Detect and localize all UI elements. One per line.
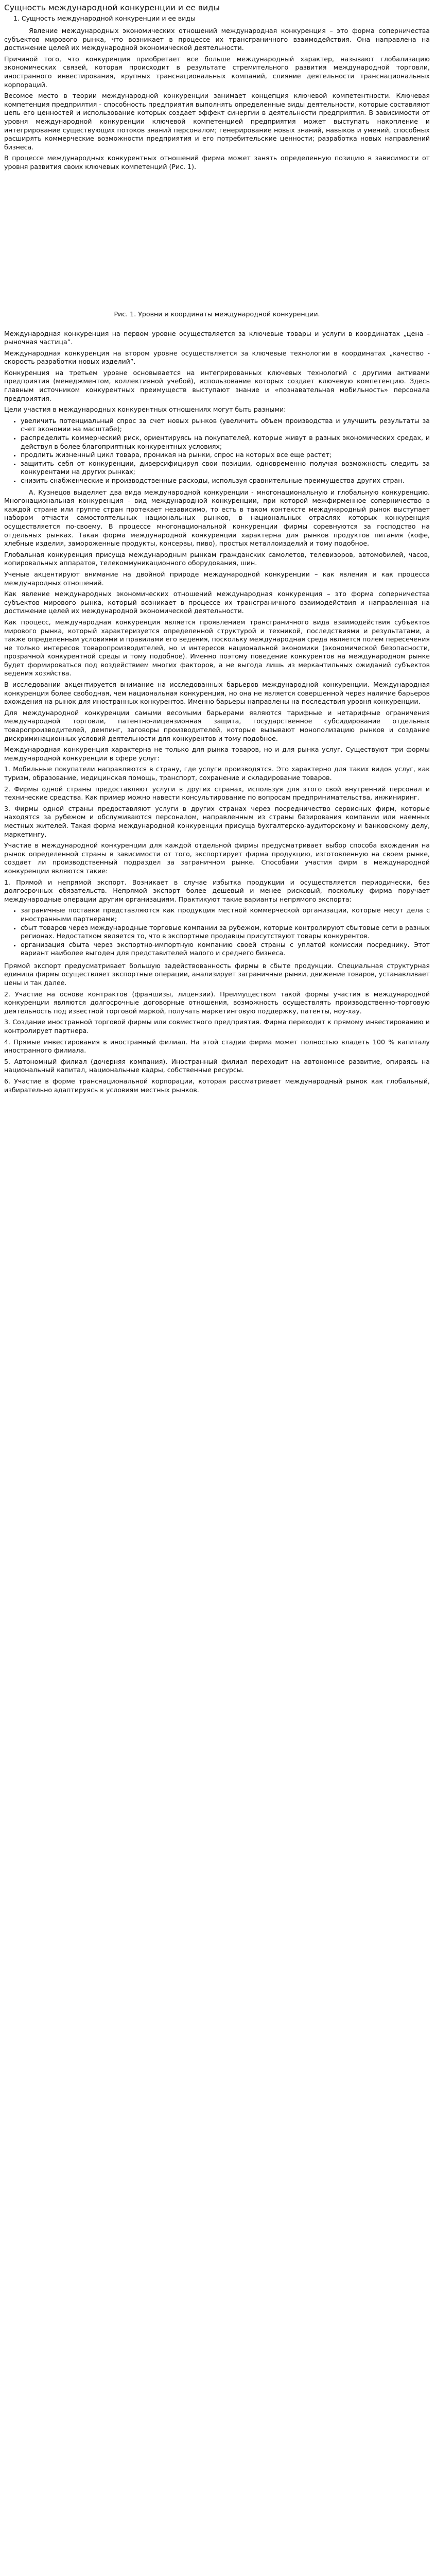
paragraph: Международная конкуренция на втором уровне осуществляется за ключевые технологии в координатах „качество - скорость разработки новых изделий”. [4,349,430,366]
export-variants-list [4,906,430,958]
paragraph: 6. Участие в форме транснациональной корпорации, которая рассматривает международный рынок как глобальный, избирательно адаптируясь к условиям местных рынков. [4,1077,430,1094]
figure-caption: Рис. 1. Уровни и координаты международной конкуренции. [114,310,320,318]
paragraph: Участие в международной конкуренции для каждой отдельной фирмы предусматривает выбор способа вхождения на рынок определенной страны в зависимости от того, экспортирует фирма продукцию, изготовленную на своем рынке, создает ли производственный подраздел за заграничном рынке. Способами участия фирм в международной конкуренции являются такие: [4,841,430,875]
paragraph: 5. Автономный филиал (дочерняя компания). Иностранный филиал переходит на автономное развитие, опираясь на национальный капитал, национальные кадры, собственные ресурсы. [4,1057,430,1074]
paragraph: Цели участия в международных конкурентных отношениях могут быть разными: [4,405,286,414]
paragraph: Как процесс, международная конкуренция является проявлением трансграничного вида взаимодействия субъектов мирового рынка, который характеризуется определенной структурой и техникой, последствиями и результатами, а также определенным условиями и правилами его ведения, поскольку международная среда является полем пересечения не только интересов товаропроизводителей, но и интересов национальной экономики (экономической безопасности, прозрачной конкурентной среды и тому подобное). Именно поэтому поведение конкурентов на международном рынке будет формироваться под воздействием многих факторов, а не выгода лишь из меркантильных ожиданий субъектов ведения хозяйства. [4,618,430,677]
paragraph: 2. Участие на основе контрактов (франшизы, лицензии). Преимуществом такой формы участия в международной конкуренции являются долгосрочные договорные отношения, возможность осуществлять производственно-торговую деятельность под известной торговой маркой, получать маркетинговую поддержку, патенты, ноу-хау. [4,990,430,1015]
paragraph: Ученые акцентируют внимание на двойной природе международной конкуренции – как явления и как процесса международных отношений. [4,570,430,587]
paragraph: 3. Создание иностранной торговой фирмы или совместного предприятия. Фирма переходит к прямому инвестированию и контролирует партнера. [4,1018,430,1035]
goals-list [4,417,430,485]
paragraph: Прямой экспорт предусматривает большую задействованность фирмы в сбыте продукции. Специальная структурная единица фирмы осуществляет экспортные операции, анализирует заграничные рынки, движение товаров, устанавливает цены и так далее. [4,961,430,987]
paragraph: 1. Мобильные покупатели направляются в страну, где услуги производятся. Это характерно для таких видов услуг, как туризм, образование, медицинская помощь, транспорт, сохранение и складирование товаров. [4,765,430,782]
list-item: • снизить снабженческие и производственные расходы, используя сравнительные преимущества других стран. [21,477,430,485]
list-item: • распределить коммерческий риск, ориентируясь на покупателей, которые живут в разных экономических средах, и действуя в более благоприятных конкурентных условиях; [21,434,430,451]
paragraph: Международная конкуренция характерна не только для рынка товаров, но и для рынка услуг. Существуют три формы международной конкуренции в сфере услуг: [4,745,430,762]
paragraph: 2. Фирмы одной страны предоставляют услуги в других странах, используя для этого свой внутренний персонал и технические средства. Как пример можно навести консультирование по вопросам предпринимательства, инжиниринг. [4,785,430,802]
intro-paragraph: Явление международных экономических отношений международная конкуренция – это форма соперничества субъектов мирового рынка, что возникает в процессе их трансграничного взаимодействия. Она направлена на достижение целей их международной экономической деятельности. [4,27,430,52]
list-item: • заграничные поставки представляются как продукция местной коммерческой организации, которые несут дела с иностранными партнерами; [21,906,430,923]
document-title: Сущность международной конкуренции и ее виды [4,3,220,12]
paragraph: В процессе международных конкурентных отношений фирма может занять определенную позицию в зависимости от уровня развития своих ключевых компетенций (Рис. 1). [4,154,430,171]
paragraph: Глобальная конкуренция присуща международным рынкам гражданских самолетов, телевизоров, автомобилей, часов, копировальных аппаратов, телекоммуникационного оборудования, шин. [4,550,430,567]
document-page [0,0,436,1124]
paragraph: 3. Фирмы одной страны предоставляют услуги в других странах через посредничество сервисных фирм, которые находятся за рубежом и обслуживаются персоналом, направленным из страны базирования компании или наемных местных жителей. Такая форма международной конкуренции присуща бухгалтерско-аудиторскому и банковскому делу, маркетингу. [4,804,430,838]
document-subtitle: 1. Сущность международной конкуренции и ее виды [13,14,196,22]
list-item: • организация сбыта через экспортно-импортную компанию своей страны с уплатой комиссии посреднику. Этот вариант наиболее выгоден для представителей малого и среднего бизнеса. [21,941,430,958]
paragraph: 4. Прямые инвестирования в иностранный филиал. На этой стадии фирма может полностью владеть 100 % капиталу иностранного филиала. [4,1038,430,1055]
paragraph: Международная конкуренция на первом уровне осуществляется за ключевые товары и услуги в координатах „цена – рыночная частица”. [4,329,430,346]
paragraph: Как явление международных экономических отношений международная конкуренция – это форма соперничества субъектов мирового рынка, который возникает в процессе их трансграничного взаимодействия и направленная на достижение целей их международной экономической деятельности. [4,590,430,615]
paragraph: Конкуренция на третьем уровне основывается на интегрированных ключевых технологий с другими активами предприятия (менеджментом, коллективной учебой), использование которых создает ключевую компетенцию. Здесь главным источником конкурентных преимуществ выступают знание и «познавательная мобильность» персонала предприятия. [4,368,430,402]
list-item: • продлить жизненный цикл товара, проникая на рынки, спрос на которых все еще растет; [21,451,430,460]
paragraph: А. Кузнецов выделяет два вида международной конкуренции - многонациональную и глобальную конкуренцию. Многонациональная конкуренция - вид международной конкуренции, при которой межфирменное соперничество в каждой стране или группе стран протекает независимо, то есть в таком контексте международный рынок выступает набором отчасти самостоятельных национальных рынков, в национальных отраслях которых конкуренция осуществляется по-своему. В процессе многонациональной конкуренции фирмы соревнуются за господство на отдельных рынках. Такая форма международной конкуренции характерна для рынков продуктов питания (кофе, хлебные изделия, замороженные продукты, консервы, пиво), простых металлоизделий и тому подобное. [4,488,430,548]
paragraph: Для международной конкуренции самыми весомыми барьерами являются тарифные и нетарифные ограничения международной торговли, патентно-лицензионная защита, государственное субсидирование отдельных товаропроизводителей, демпинг, заговоры производителей, которые вызывают монополизацию рынков и создание дискриминационных условий деятельности для конкурентов и тому подобное. [4,708,430,742]
list-item: • защитить себя от конкуренции, диверсифицируя свои позиции, одновременно получая возможность следить за конкурентами на других рынках; [21,460,430,477]
paragraph: Весомое место в теории международной конкуренции занимает концепция ключевой компетентности. Ключевая компетенция предприятия - способность предприятия выполнять определенные виды деятельности, которые составляют цепь его ценностей и использование которых создает эффект синергии в деятельности предприятия. В зависимости от уровня международной конкуренции ключевой компетенцией предприятия может выступать накопление и интегрирование существующих потоков знаний персоналом; генерирование новых знаний, навыков и умений, способных расширять коммерческие возможности предприятия и его потребительские ценности; разработка новых направлений бизнеса. [4,92,430,151]
list-item: • увеличить потенциальный спрос за счет новых рынков (увеличить объем производства и улучшить результаты за счет экономии на масштабе); [21,417,430,434]
paragraph: В исследовании акцентируется внимание на исследованных барьеров международной конкуренции. Международная конкуренция более свободная, чем национальная конкуренция, но она не является совершенной через наличие барьеров вхождения на рынок для иностранных конкурентов. Именно барьеры направлены на последствия уровня конкуренции. [4,681,430,706]
paragraph: 1. Прямой и непрямой экспорт. Возникает в случае избытка продукции и осуществляется периодически, без долгосрочных обязательств. Непрямой экспорт более дешевый и менее рисковый, поскольку фирма поручает международные операции другим организациям. Практикуют такие варианты непрямого экспорта: [4,878,430,903]
paragraph: Причиной того, что конкуренция приобретает все больше международный характер, называют глобализацию экономических связей, которая происходит в результате стремительного развития международной торговли, иностранного инвестирования, крупных транснациональных компаний, слияние деятельности транснациональных корпораций. [4,55,430,89]
list-item: • сбыт товаров через международные торговые компании за рубежом, которые контролируют сбытовые сети в разных регионах. Недостатком является то, что в экспортные продавцы присутствуют товары конкурентов. [21,924,430,941]
figure-placeholder [4,174,430,330]
page-bottom-space [4,1097,430,1117]
